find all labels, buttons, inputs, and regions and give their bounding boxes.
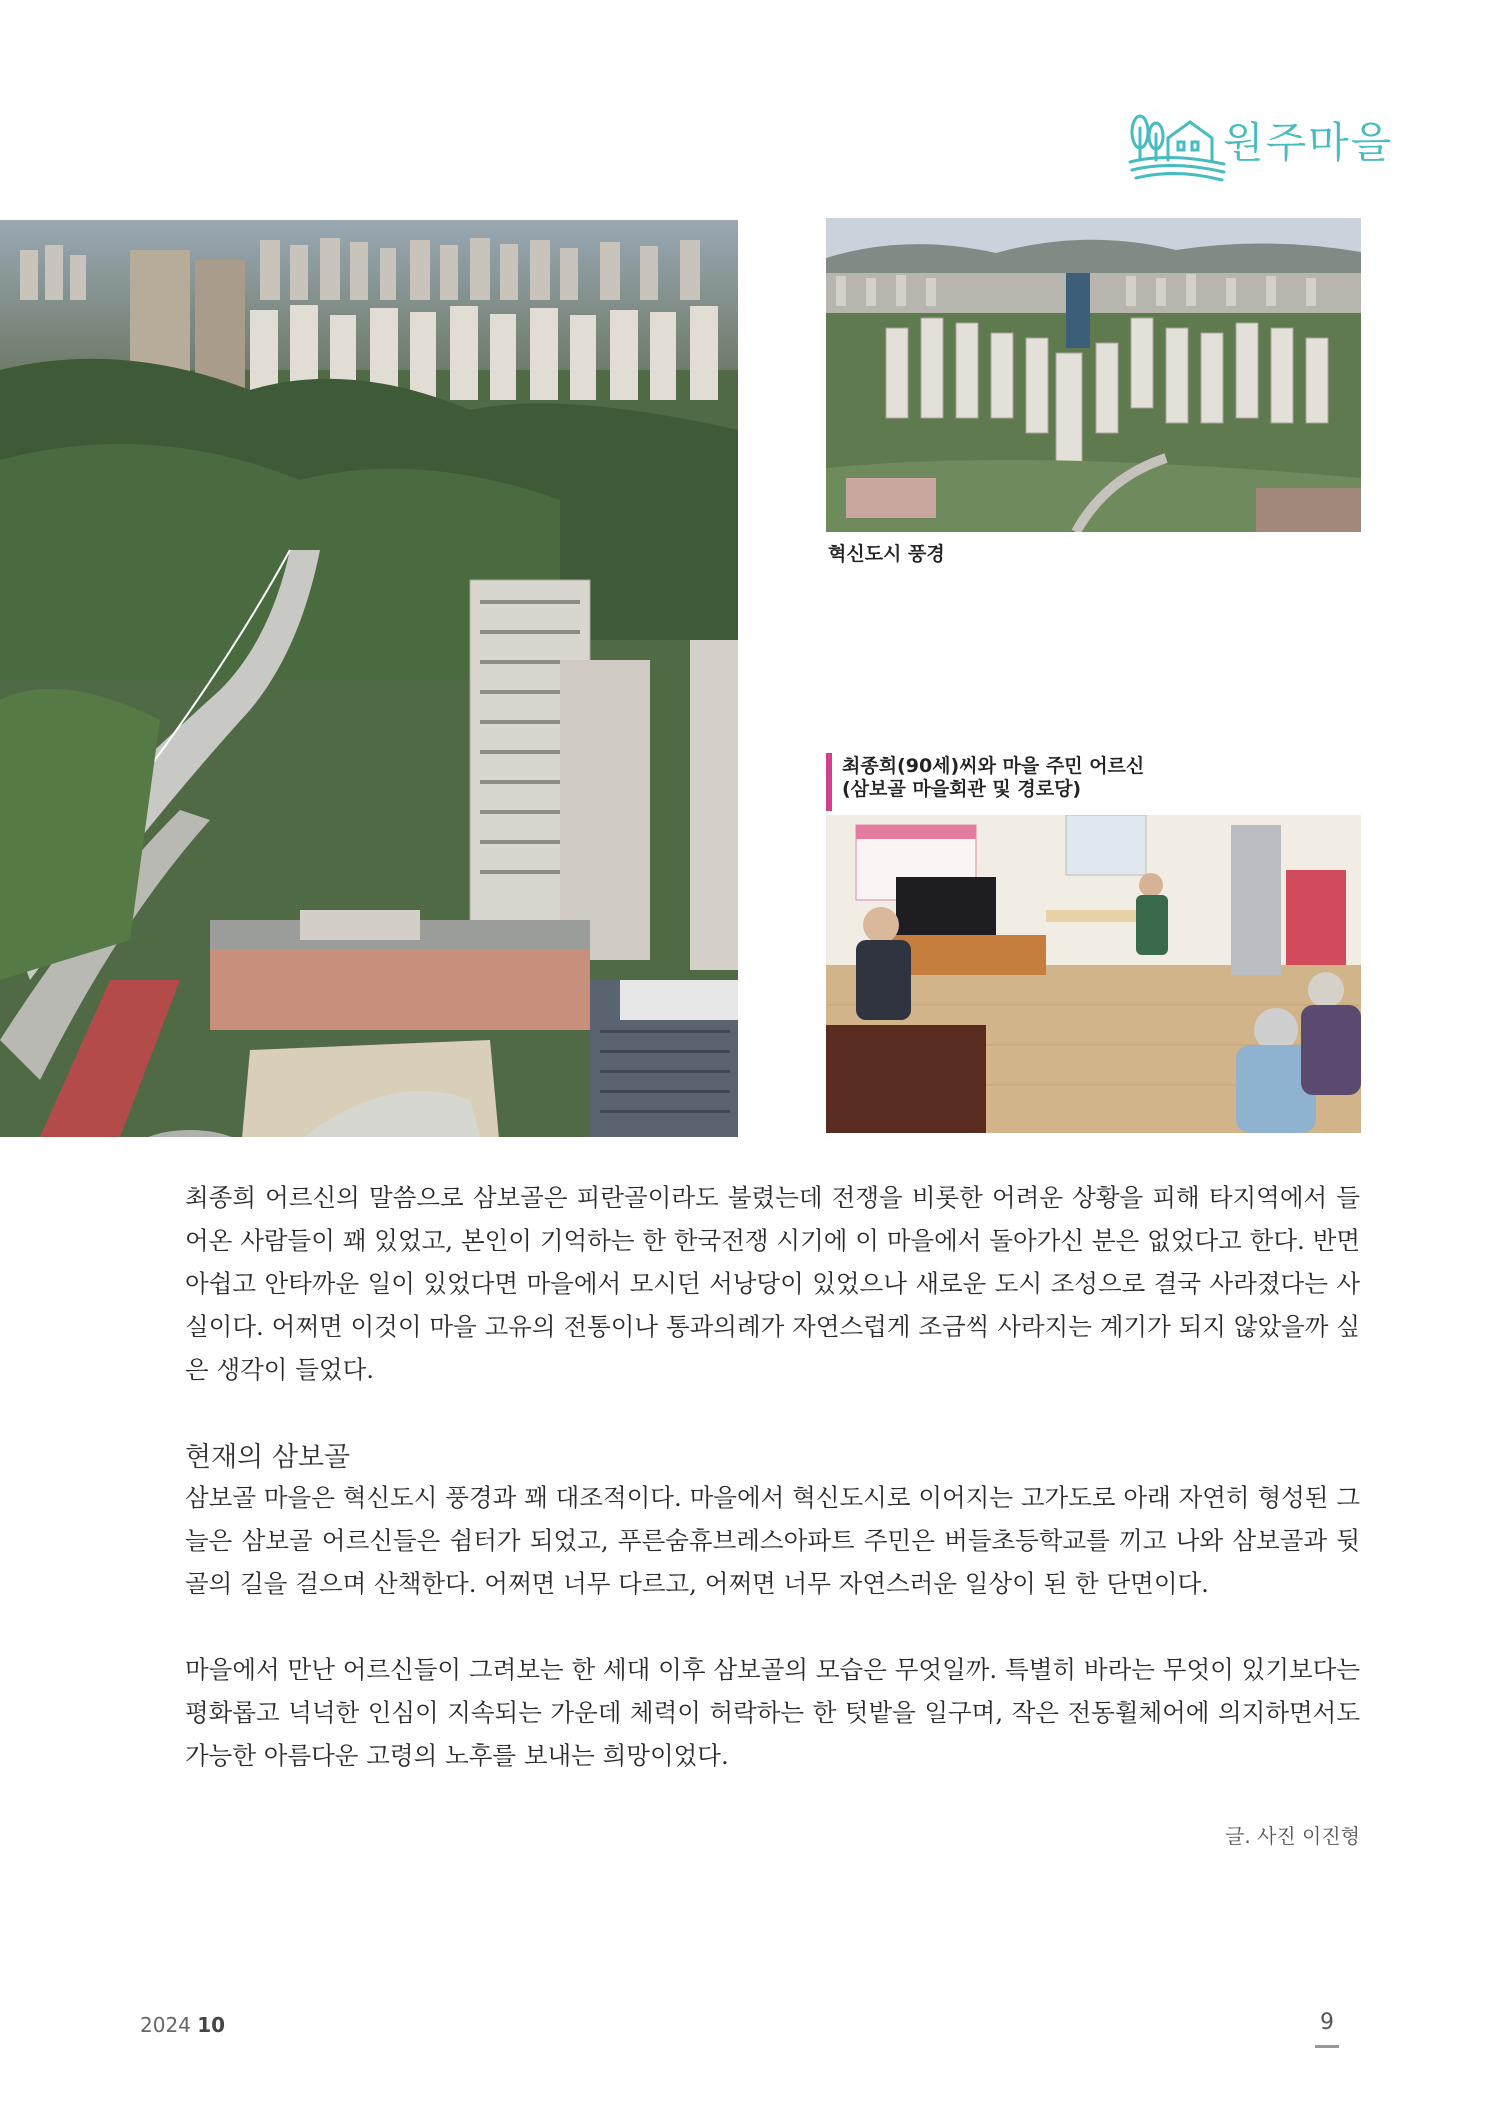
- article-paragraph-3: 마을에서 만난 어르신들이 그려보는 한 세대 이후 삼보골의 모습은 무엇일까. 특별히 바라는 무엇이 있기보다는 평화롭고 넉넉한 인심이 지속되는 가운데 체력이 허락하는 한 텃밭을 일구며, 작은 전동휠체어에 의지하면서도 가능한 아름다운 고령의 노후를 보내는 희망이었다.: [185, 1655, 1360, 1770]
- seniors-caption: [842, 755, 1144, 801]
- author-credit: 글. 사진 이진형: [1225, 1824, 1360, 1848]
- caption-accent-bar: [826, 753, 832, 811]
- seniors-image: [826, 815, 1361, 1133]
- magazine-logo: [1128, 98, 1394, 188]
- seniors-caption-line1: 최종희(90세)씨와 마을 주민 어르신: [842, 755, 1145, 777]
- innovation-city-photo: [826, 218, 1361, 532]
- issue-date: [140, 2013, 225, 2037]
- aerial-city-photo: [0, 220, 738, 1137]
- section-heading: 현재의 삼보골: [185, 1442, 351, 1473]
- seniors-caption-line2: (삼보골 마을회관 및 경로당): [842, 778, 1082, 800]
- page-number: 9: [1320, 2010, 1334, 2035]
- issue-month: 10: [197, 2013, 226, 2037]
- cityscape-caption: 혁신도시 풍경: [828, 543, 945, 565]
- logo-text: 원주마을: [1223, 118, 1394, 167]
- cityscape-image: [826, 218, 1361, 532]
- page-number-underline: [1315, 2045, 1339, 2048]
- issue-year: 2024: [140, 2013, 191, 2037]
- village-hall-photo: [826, 815, 1361, 1133]
- article-paragraph-1: 최종희 어르신의 말씀으로 삼보골은 피란골이라도 불렸는데 전쟁을 비롯한 어려운 상황을 피해 타지역에서 들어온 사람들이 꽤 있었고, 본인이 기억하는 한 한국전쟁 시기에 이 마을에서 돌아가신 분은 없었다고 한다. 반면 아쉽고 안타까운 일이 있었다면 마을에서 모시던 서낭당이 있었으나 새로운 도시 조성으로 결국 사라졌다는 사실이다. 어쩌면 이것이 마을 고유의 전통이나 통과의례가 자연스럽게 조금씩 사라지는 계기가 되지 않았을까 싶은 생각이 들었다.: [185, 1183, 1360, 1384]
- article-paragraph-2: 삼보골 마을은 혁신도시 풍경과 꽤 대조적이다. 마을에서 혁신도시로 이어지는 고가도로 아래 자연히 형성된 그늘은 삼보골 어르신들은 쉼터가 되었고, 푸른숨휴브레스아파트 주민은 버들초등학교를 끼고 나와 삼보골과 뒷골의 길을 걸으며 산책한다. 어쩌면 너무 다르고, 어쩌면 너무 자연스러운 일상이 된 한 단면이다.: [185, 1483, 1360, 1598]
- village-house-icon: [1128, 98, 1228, 188]
- aerial-city-image: [0, 220, 738, 1137]
